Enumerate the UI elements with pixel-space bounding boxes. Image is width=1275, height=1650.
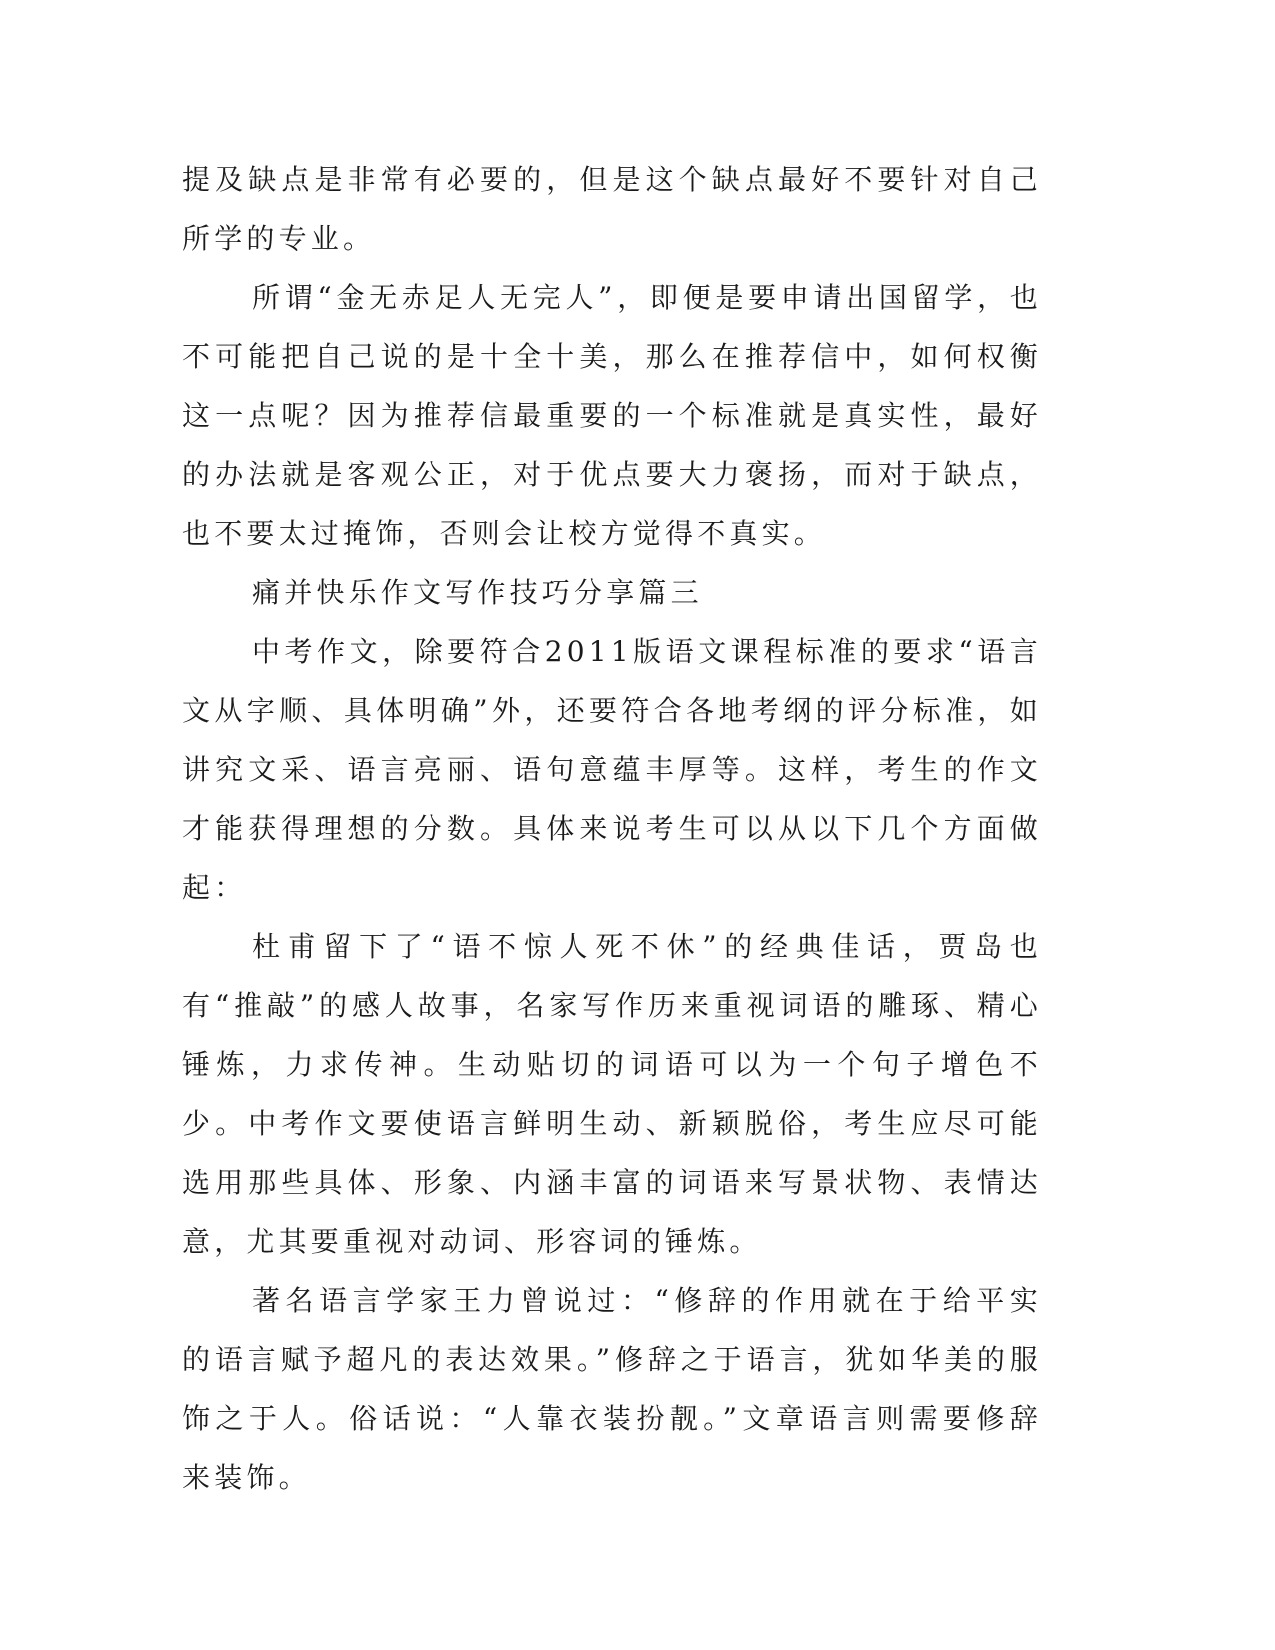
paragraph-4: 杜甫留下了“语不惊人死不休”的经典佳话，贾岛也有“推敲”的感人故事，名家写作历来重视词语的雕琢、精心锤炼，力求传神。生动贴切的词语可以为一个句子增色不少。中考作文要使语言鲜明生动、新颖脱俗，考生应尽可能选用那些具体、形象、内涵丰富的词语来写景状物、表情达意，尤其要重视对动词、形容词的锤炼。 xyxy=(182,930,1042,1258)
document-body xyxy=(182,150,1042,1507)
paragraph-5: 著名语言学家王力曾说过：“修辞的作用就在于给平实的语言赋予超凡的表达效果。”修辞之于语言，犹如华美的服饰之于人。俗话说：“人靠衣装扮靓。”文章语言则需要修辞来装饰。 xyxy=(182,1284,1042,1494)
paragraph-1: 提及缺点是非常有必要的，但是这个缺点最好不要针对自己所学的专业。 xyxy=(182,163,1042,255)
section-heading: 痛并快乐作文写作技巧分享篇三 xyxy=(252,576,703,609)
paragraph-3: 中考作文，除要符合2011版语文课程标准的要求“语言文从字顺、具体明确”外，还要符合各地考纲的评分标准，如讲究文采、语言亮丽、语句意蕴丰厚等。这样，考生的作文才能获得理想的分数。具体来说考生可以从以下几个方面做起： xyxy=(182,635,1042,904)
paragraph-2: 所谓“金无赤足人无完人”，即便是要申请出国留学，也不可能把自己说的是十全十美，那么在推荐信中，如何权衡这一点呢？因为推荐信最重要的一个标准就是真实性，最好的办法就是客观公正，对于优点要大力褒扬，而对于缺点，也不要太过掩饰，否则会让校方觉得不真实。 xyxy=(182,281,1042,550)
